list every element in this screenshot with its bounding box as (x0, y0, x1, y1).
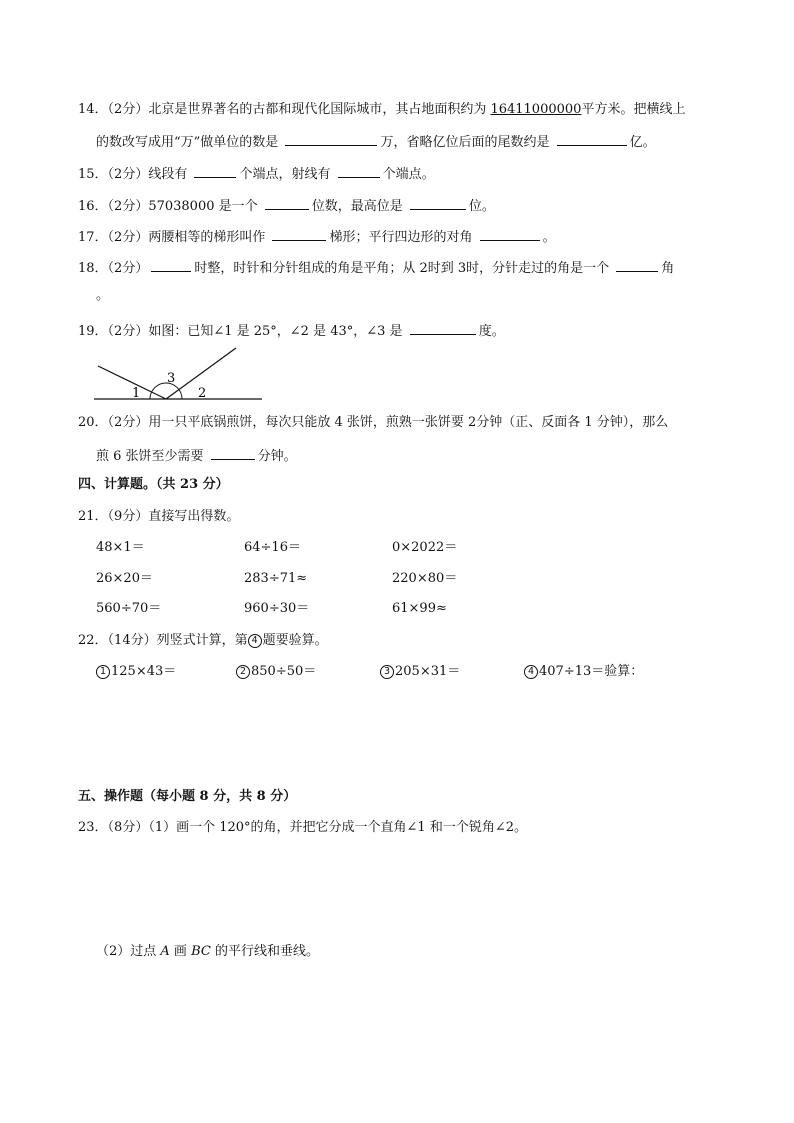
q21-item-8: 960÷30＝ (244, 601, 310, 616)
q22-item-1 (96, 664, 176, 680)
q21-item-5: 283÷71≈ (244, 571, 308, 586)
q14-area-value: 16411000000 (490, 102, 582, 117)
point-a-label: A (160, 944, 170, 959)
q21-item-1: 48×1＝ (96, 540, 145, 555)
section-5-heading: 五、操作题（每小题 8 分，共 8 分） (78, 789, 297, 804)
q16-text: 16．（2分）57038000 是一个 (78, 199, 262, 214)
q15-blank-segment[interactable] (194, 164, 236, 178)
line-bc-label: BC (191, 944, 211, 959)
q21-item-9: 61×99≈ (392, 601, 447, 616)
q16-line (78, 196, 495, 215)
q21-item-2: 64÷16＝ (244, 540, 301, 555)
q14-blank-wan[interactable] (285, 132, 377, 146)
q23-text: （2）过点 (96, 944, 161, 959)
q16-text3: 位。 (468, 199, 495, 214)
q20-blank-minutes[interactable] (211, 446, 255, 460)
q21-item-4: 26×20＝ (96, 571, 153, 586)
q18-text2: 时整，时针和分针组成的角是平角；从 2时到 3时，分针走过的角是一个 (194, 261, 614, 276)
q15-text3: 个端点。 (382, 167, 435, 182)
q19-blank-angle3[interactable] (410, 321, 476, 335)
q22-title-text2: 题要验算。 (262, 633, 328, 648)
angle-figure (90, 344, 270, 402)
q18-line2 (96, 288, 109, 304)
q22-item-3 (380, 664, 460, 680)
q14-text: 14．（2分）北京是世界著名的古都和现代化国际城市，其占地面积约为 (78, 102, 491, 117)
q19-text: 19．（2分）如图：已知∠1 是 25°，∠2 是 43°，∠3 是 (78, 324, 407, 339)
q22-expr-4: 407÷13＝验算： (539, 664, 644, 679)
q15-text: 15．（2分）线段有 (78, 167, 192, 182)
q22-title-text: 22．（14分）列竖式计算，第 (78, 633, 248, 648)
q16-blank-highest[interactable] (410, 196, 466, 210)
q14-line1 (78, 102, 685, 118)
q15-text2: 个端点，射线有 (239, 167, 335, 182)
q14-text2: 的数改写成用“万”做单位的数是 (96, 135, 283, 150)
angle-label-1: 1 (132, 386, 141, 401)
q20-text2: 煎 6 张饼至少需要 (96, 449, 208, 464)
q20-line2 (96, 446, 297, 465)
q14-blank-yi[interactable] (557, 132, 627, 146)
q18-blank-angle[interactable] (616, 258, 658, 272)
q17-blank-angles[interactable] (480, 227, 540, 241)
q18-text3: 角 (661, 261, 675, 276)
q18-text: 18．（2分） (78, 261, 149, 276)
q15-blank-ray[interactable] (338, 164, 380, 178)
q23-text2: 画 (169, 944, 192, 959)
q22-item-4 (524, 664, 643, 680)
q18-text4: 。 (96, 288, 110, 303)
q22-item-2 (236, 664, 316, 680)
circle-number-4: 4 (524, 665, 538, 679)
circle-number-3: 3 (380, 665, 394, 679)
q22-expr-3: 205×31＝ (395, 664, 461, 679)
q22-title (78, 633, 328, 649)
q23-line2 (96, 944, 319, 960)
q18-blank-time[interactable] (151, 258, 191, 272)
q22-expr-1: 125×43＝ (111, 664, 177, 679)
q14-text3: 万，省略亿位后面的尾数约是 (380, 135, 554, 150)
q21-item-7: 560÷70＝ (96, 601, 162, 616)
q23-text3: 的平行线和垂线。 (210, 944, 319, 959)
angle-label-2: 2 (198, 386, 207, 401)
q20-line1 (78, 415, 668, 431)
q14-text4: 亿。 (629, 135, 656, 150)
q19-text2: 度。 (478, 324, 505, 339)
q15-line (78, 164, 435, 183)
q16-blank-digits[interactable] (265, 196, 309, 210)
angle-label-3: 3 (167, 371, 176, 386)
q20-text3: 分钟。 (257, 449, 297, 464)
q14-text-unit: 平方米。把横线上 (581, 102, 686, 117)
q17-text3: 。 (542, 230, 556, 245)
q17-text2: 梯形；平行四边形的对角 (329, 230, 477, 245)
q21-title: 21．（9分）直接写出得数。 (78, 509, 240, 524)
q23-line1: 23．（8分）（1）画一个 120°的角，并把它分成一个直角∠1 和一个锐角∠2。 (78, 820, 527, 835)
q20-text: 20．（2分）用一只平底锅煎饼，每次只能放 4 张饼，煎熟一张饼要 2分钟（正、反面各 1 分钟），那么 (78, 415, 669, 430)
q18-line1 (78, 258, 674, 277)
q21-item-6: 220×80＝ (392, 571, 458, 586)
q16-text2: 位数，最高位是 (311, 199, 407, 214)
q22-title-circle-4: 4 (248, 634, 262, 648)
q17-line (78, 227, 556, 246)
section-4-heading: 四、计算题。（共 23 分） (78, 477, 229, 492)
q14-line2 (96, 132, 656, 151)
q19-line (78, 321, 505, 340)
circle-number-2: 2 (236, 665, 250, 679)
q21-item-3: 0×2022＝ (392, 540, 458, 555)
q22-expr-2: 850÷50＝ (251, 664, 317, 679)
q17-blank-trapezoid[interactable] (272, 227, 326, 241)
q17-text: 17．（2分）两腰相等的梯形叫作 (78, 230, 270, 245)
circle-number-1: 1 (96, 665, 110, 679)
